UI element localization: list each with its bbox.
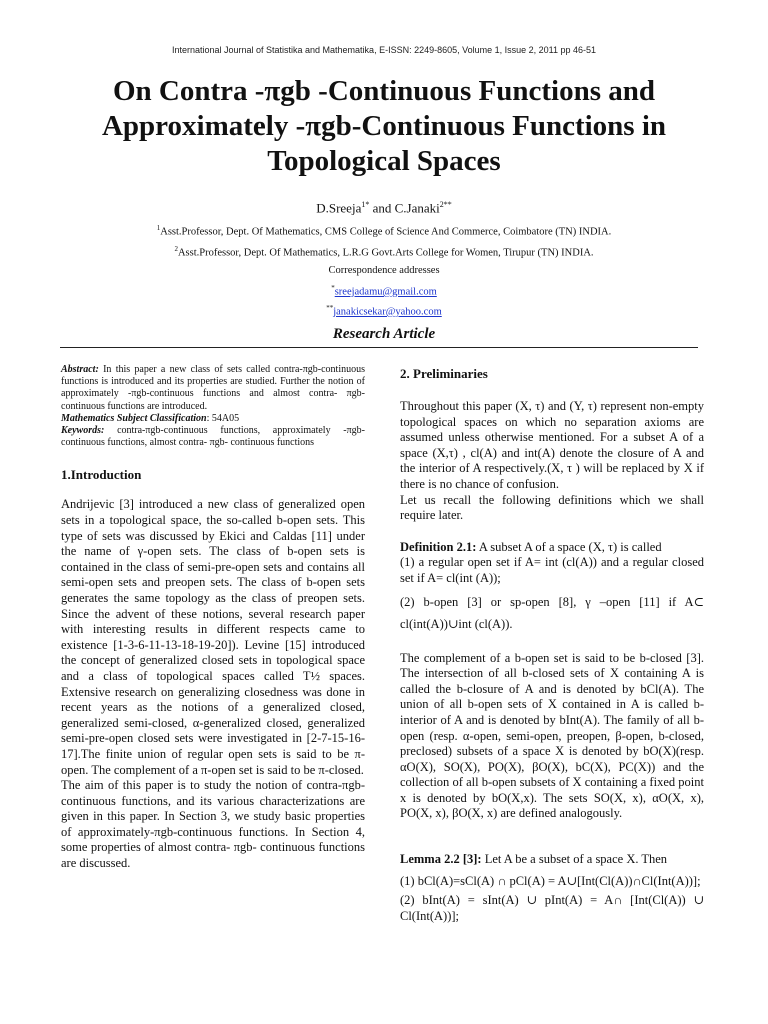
- prelim-body: [400, 399, 704, 924]
- author-2: C.Janaki: [394, 200, 440, 216]
- prelim-paragraph-3: The complement of a b-open set is said to be b-closed [3]. The intersection of all b-closed sets of X containing A is called the b-closure of A and is denoted by bCl(A). The union of all b-open sets of X contained in A is called b-interior of A and is denoted by bInt(A). The family of all b-open (resp. α-open, semi-open, preopen, β-open, b-closed, preclosed) subsets of a space X is denoted by bO(X)(resp. αO(X), SO(X), PO(X), βO(X), bC(X), PC(X)) and the collection of all b-open subsets of X containing a fixed point x is denoted by bO(X,x). The sets SO(X, x), αO(X, x), PO(X, x), βO(X, x) are defined analogously.: [400, 650, 704, 821]
- journal-header: International Journal of Statistika and Mathematika, E-ISSN: 2249-8605, Volume 1, Issue 2, 2011 pp 46-51: [171, 45, 597, 55]
- author-line: [0, 200, 768, 216]
- intro-paragraph-2: The aim of this paper is to study the notion of contra-πgb-continuous functions, and its various characterizations are given in this paper. In Section 3, we study basic properties of approximately-πgb-continuous functions. In Section 4, some properties of almost contra- πgb- continuous functions are discussed.: [61, 778, 365, 871]
- keywords-line: [61, 425, 365, 449]
- email-1-mark: *: [331, 284, 335, 292]
- email-2-mark: **: [326, 304, 334, 312]
- author-2-mark: 2**: [439, 200, 452, 209]
- prelim-paragraph-1: Throughout this paper (X, τ) and (Y, τ) represent non-empty topological spaces on which no separation axioms are assumed unless otherwise mentioned. For a subset A of a space (X,τ) , cl(A) and int(A) denote the closure of A and the interior of A respectively.(X, τ ) will be replaced by X if there is no chance of confusion.: [400, 399, 704, 491]
- affiliation-1-mark: 1: [156, 224, 161, 232]
- msc-label: Mathematics Subject Classification: [61, 412, 207, 424]
- right-column: [400, 366, 704, 924]
- lemma-label: Lemma 2.2 [3]:: [400, 852, 482, 867]
- prelim-paragraph-2: Let us recall the following definitions which we shall require later.: [400, 492, 704, 523]
- left-column: [61, 364, 365, 872]
- msc-line: [61, 413, 365, 425]
- lemma-text: Let A be a subset of a space X. Then: [481, 852, 668, 867]
- abstract-label: Abstract:: [61, 364, 99, 375]
- email-1-link[interactable]: sreejadamu@gmail.com: [334, 286, 437, 298]
- affiliation-1-text: Asst.Professor, Dept. Of Mathematics, CMS College of Science And Commerce, Coimbatore (TN) INDIA.: [160, 226, 612, 238]
- abstract-text: In this paper a new class of sets called contra-πgb-continuous functions is introduced and its properties are studied. Further the notion of approximately -πgb-continuous functions and almost contra- πgb-continuous functions are introduced.: [61, 364, 365, 412]
- abstract: [61, 364, 365, 449]
- paper-title: On Contra -πgb -Continuous Functions and Approximately -πgb-Continuous Functions in Topological Spaces: [101, 75, 667, 177]
- correspondence-label: Correspondence addresses: [328, 265, 440, 276]
- article-type: Research Article: [332, 326, 436, 342]
- author-1: D.Sreeja: [316, 200, 362, 216]
- definition-2-1: [400, 540, 704, 556]
- prelim-heading: 2. Preliminaries: [400, 366, 488, 381]
- definition-label: Definition 2.1:: [400, 539, 477, 554]
- keywords-label: Keywords:: [61, 425, 105, 437]
- email-1-line: [0, 284, 768, 298]
- definition-text: A subset A of a space (X, τ) is called: [476, 539, 662, 554]
- definition-item-1: (1) a regular open set if A= int (cl(A)) and a regular closed set if A= cl(int (A));: [400, 555, 704, 585]
- lemma-2-2: [400, 852, 704, 868]
- abstract-paragraph: [61, 364, 365, 413]
- affiliation-1: [0, 224, 768, 238]
- author-conjunction: and: [369, 200, 395, 216]
- author-1-mark: 1*: [361, 200, 370, 209]
- affiliation-2: [0, 245, 768, 259]
- affiliation-2-text: Asst.Professor, Dept. Of Mathematics, L.R.G Govt.Arts College for Women, Tirupur (TN) INDIA.: [177, 247, 594, 259]
- email-2-line: [0, 304, 768, 318]
- intro-heading: 1.Introduction: [61, 467, 142, 483]
- keywords-text: contra-πgb-continuous functions, approximately -πgb-continuous functions, almost contra- πgb- continuous functions: [61, 425, 365, 449]
- definition-item-2: (2) b-open [3] or sp-open [8], γ –open [11] if A⊂ cl(int(A))∪int (cl(A)).: [400, 594, 704, 631]
- msc-value: : 54A05: [206, 412, 240, 424]
- lemma-item-1: (1) bCl(A)=sCl(A) ∩ pCl(A) = A∪[Int(Cl(A))∩Cl(Int(A))];: [400, 873, 701, 888]
- email-2-link[interactable]: janakicsekar@yahoo.com: [333, 306, 442, 318]
- intro-paragraph-1: Andrijevic [3] introduced a new class of generalized open sets in a topological space, the so-called b-open sets. This type of sets was discussed by Ekici and Caldas [11] under the name of γ-open sets. The class of b-open sets is contained in the class of semi-pre-open sets and contains all semi-open sets and preopen sets. The class of b-open sets generates the same topology as the class of preopen sets. Since the advent of these notions, several research paper with interesting results in different respects came to existence [1-3-6-11-13-18-19-20]). Levine [15] introduced the concept of generalized closed sets in topological space and a class of topological spaces called T½ spaces. Extensive research on generalizing closedness was done in recent years as the notions of a generalized closed, generalized semi-closed, α-generalized closed, generalized semi-pre-open closed sets were investigated in [2-7-15-16-17].The finite union of regular open sets is said to be π-open. The complement of a π-open set is said to be π-closed.: [61, 497, 365, 777]
- lemma-item-2: (2) bInt(A) = sInt(A) ∪ pInt(A) = A∩ [Int(Cl(A)) ∪ Cl(Int(A))];: [400, 893, 704, 923]
- intro-body: [61, 497, 365, 871]
- affiliation-2-mark: 2: [174, 245, 178, 253]
- header-divider: [60, 347, 698, 348]
